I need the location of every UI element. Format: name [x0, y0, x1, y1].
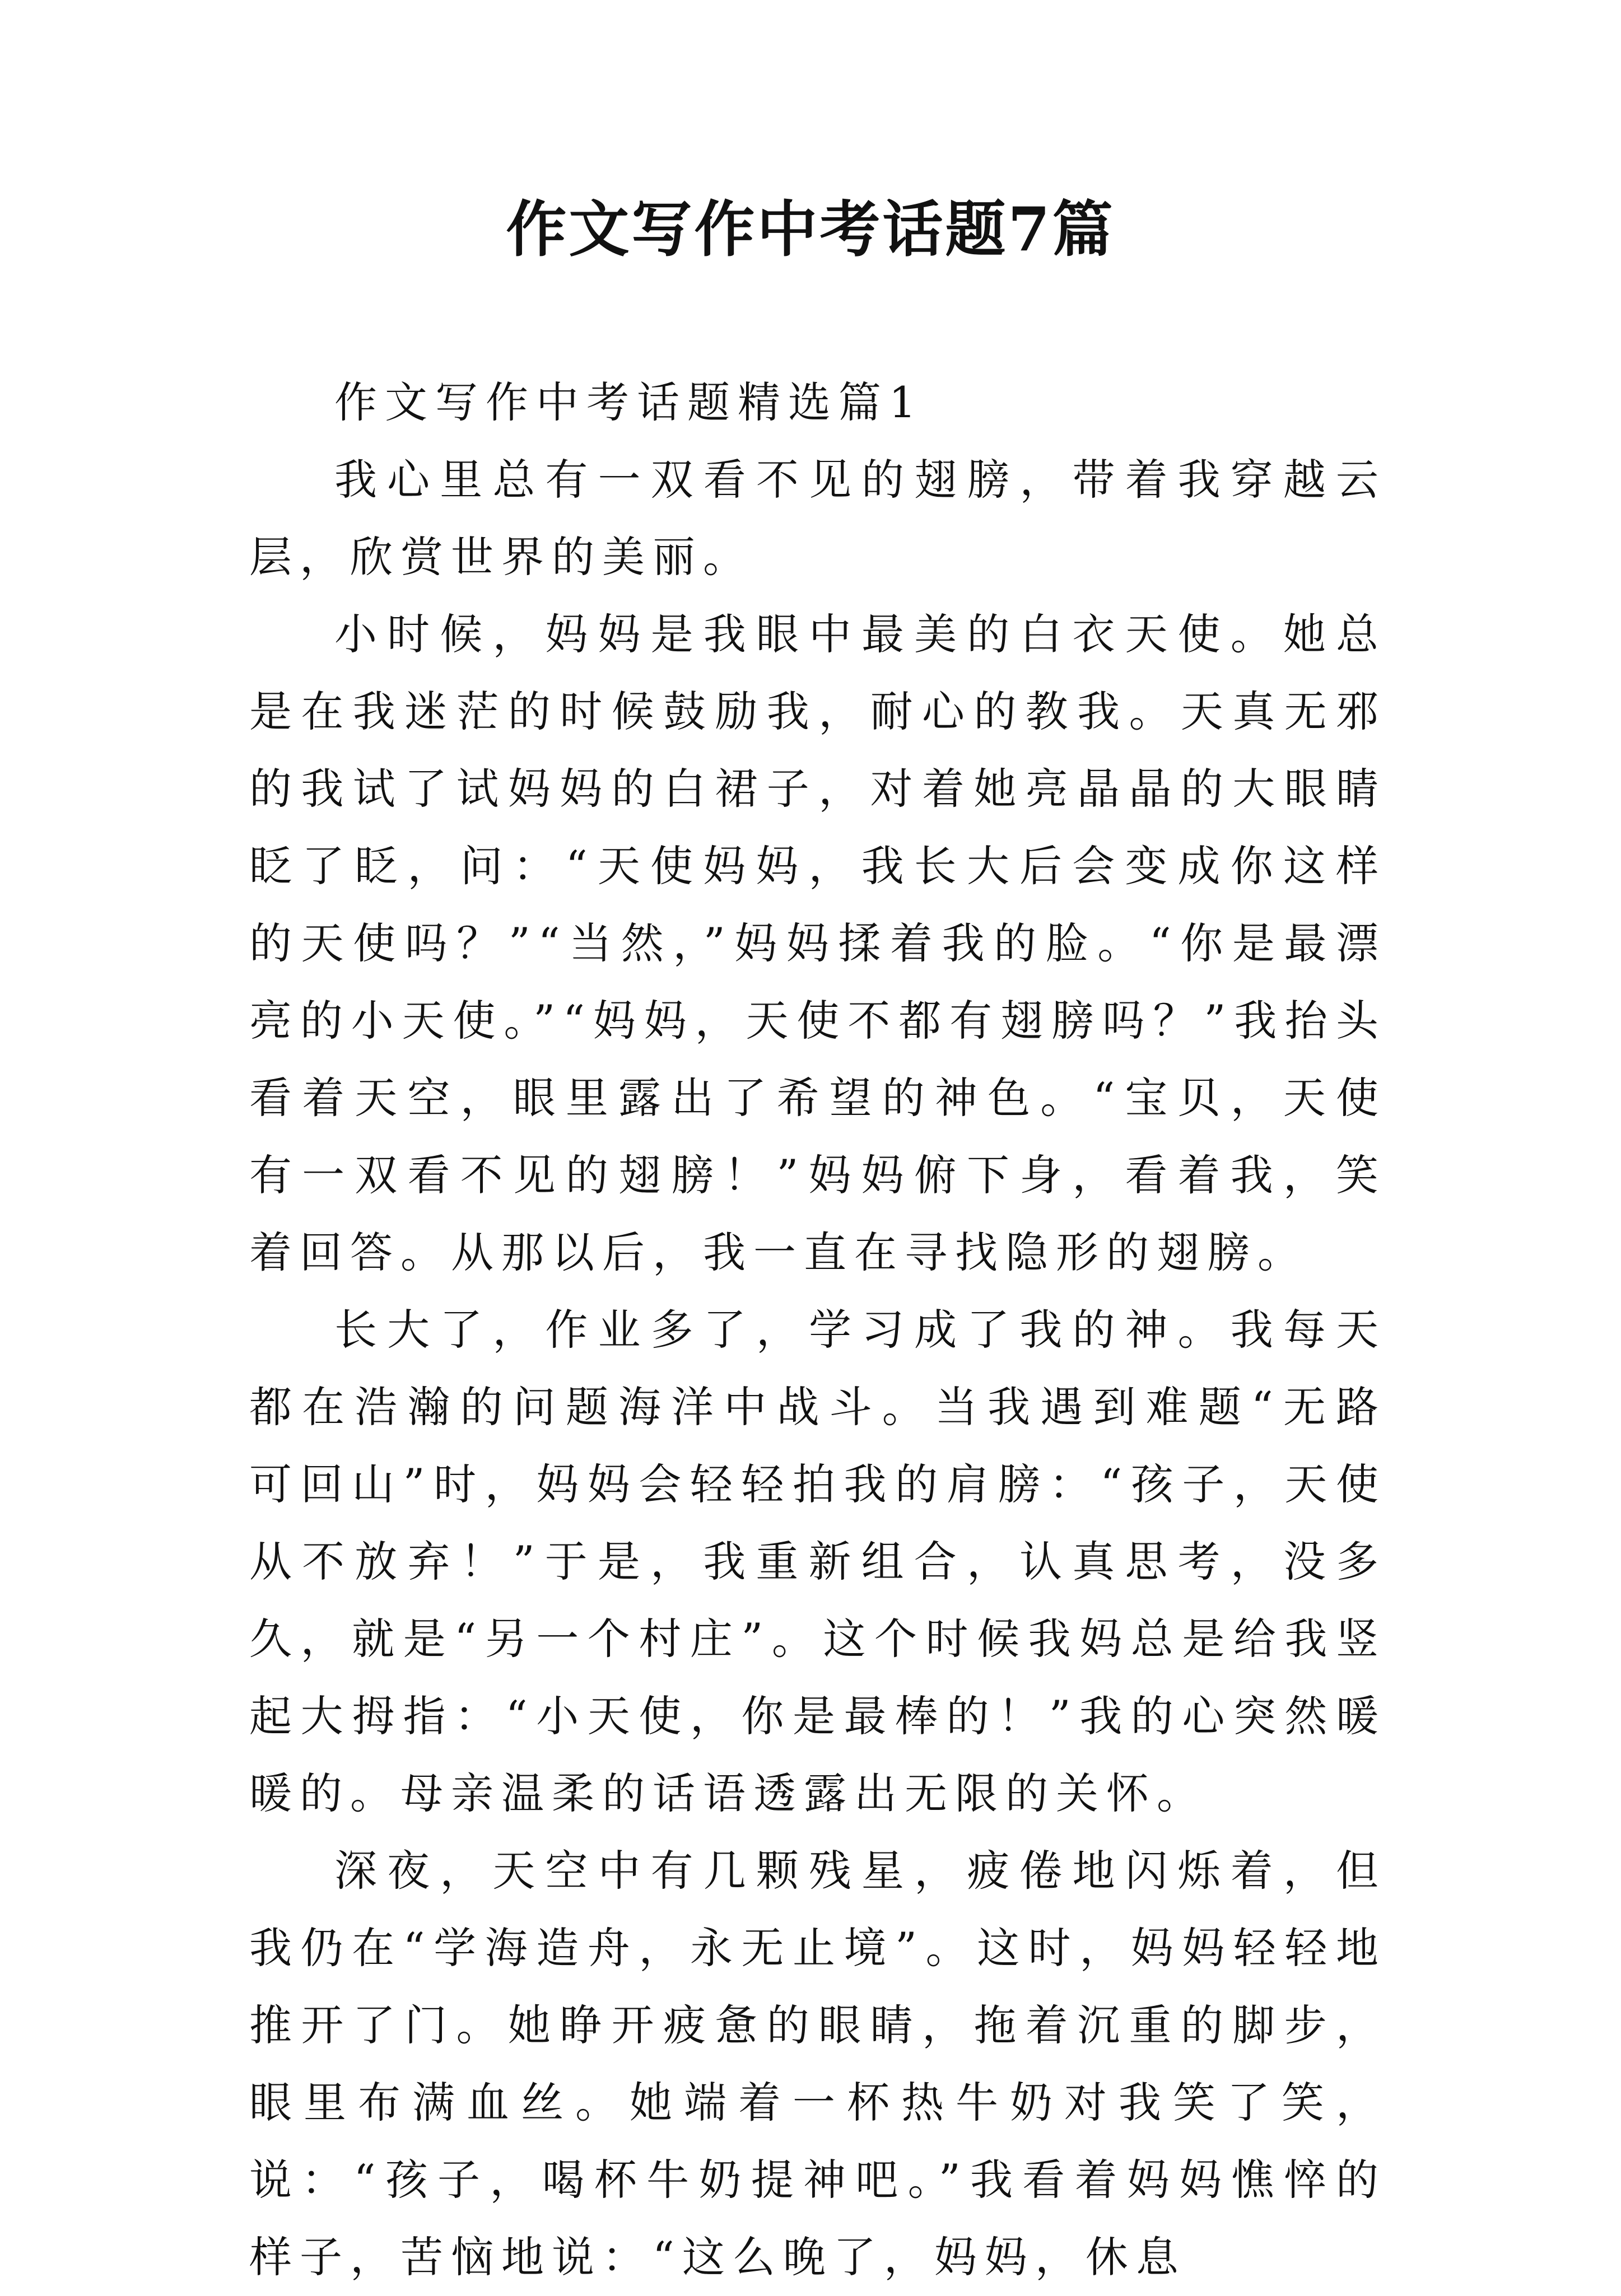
paragraph: 我心里总有一双看不见的翅膀，带着我穿越云层，欣赏世界的美丽。 [249, 455, 1386, 582]
paragraph: 长大了，作业多了，学习成了我的神。我每天都在浩瀚的问题海洋中战斗。当我遇到难题“无路可回山”时，妈妈会轻轻拍我的肩膀：“孩子，天使从不放弃！”于是，我重新组合，认真思考，没多久，就是“另一个村庄”。这个时候我妈总是给我竖起大拇指：“小天使，你是最棒的！”我的心突然暖暖的。母亲温柔的话语透露出无限的关怀。 [249, 1305, 1386, 1818]
section-heading: 作文写作中考话题精选篇1 [334, 377, 924, 427]
paragraph: 深夜，天空中有几颗残星，疲倦地闪烁着，但我仍在“学海造舟，永无止境”。这时，妈妈轻轻地推开了门。她睁开疲惫的眼睛，拖着沉重的脚步，眼里布满血丝。她端着一杯热牛奶对我笑了笑，说：“孩子，喝杯牛奶提神吧。”我看着妈妈憔悴的样子，苦恼地说：“这么晚了，妈妈，休息 [249, 1846, 1386, 2282]
document-body [249, 364, 1386, 2296]
paragraph: 小时候，妈妈是我眼中最美的白衣天使。她总是在我迷茫的时候鼓励我，耐心的教我。天真无邪的我试了试妈妈的白裙子，对着她亮晶晶的大眼睛眨了眨，问：“天使妈妈，我长大后会变成你这样的天使吗？”“当然，”妈妈揉着我的脸。“你是最漂亮的小天使。”“妈妈，天使不都有翅膀吗？”我抬头看着天空，眼里露出了希望的神色。“宝贝，天使有一双看不见的翅膀！”妈妈俯下身，看着我，笑着回答。从那以后，我一直在寻找隐形的翅膀。 [249, 609, 1386, 1277]
document-title: 作文写作中考话题7篇 [506, 194, 1115, 265]
